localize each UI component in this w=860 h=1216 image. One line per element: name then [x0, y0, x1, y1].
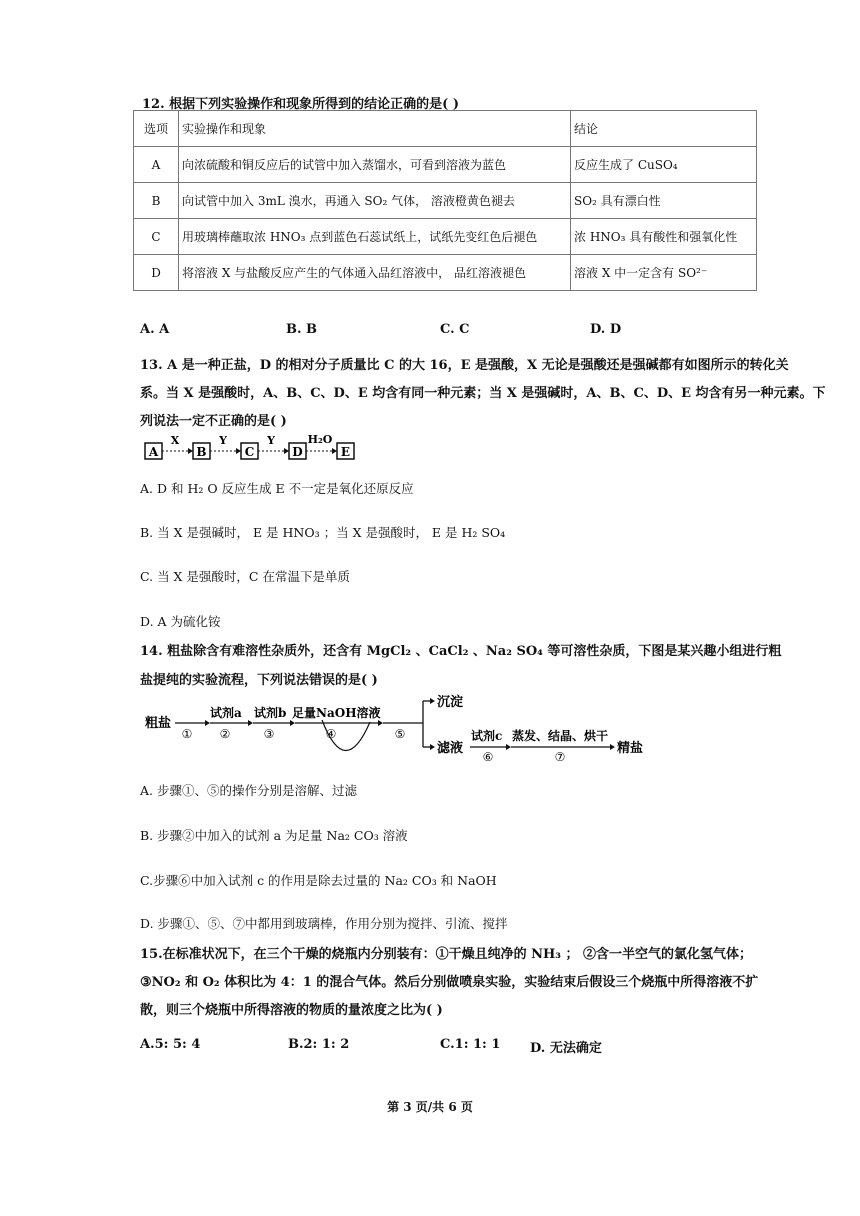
arrow-head	[506, 744, 511, 750]
arrow-head	[378, 720, 383, 726]
row-option: B	[134, 183, 179, 219]
table-row	[134, 147, 757, 183]
step-6: ⑥	[482, 750, 494, 762]
header-conclusion: 结论	[571, 111, 757, 147]
q13-conversion-diagram	[140, 432, 370, 462]
q12-stem: 12. 根据下列实验操作和现象所得到的结论正确的是( )	[142, 97, 459, 112]
q13-option-a: A. D 和 H₂ O 反应生成 E 不一定是氧化还原反应	[140, 481, 414, 496]
q13-stem-line: 13. A 是一种正盐，D 的相对分子质量比 C 的大 16，E 是强酸，X 无论是强酸还是强碱都有如图所示的转化关	[140, 358, 789, 373]
flow-reagent-a: 试剂a	[210, 706, 242, 720]
q13-option-b: B. 当 X 是强碱时， E 是 HNO₃ ；当 X 是强酸时， E 是 H₂ SO₄	[140, 525, 506, 540]
flow-reagent-c: 试剂c	[471, 729, 503, 743]
row-operation: 用玻璃棒蘸取浓 HNO₃ 点到蓝色石蕊试纸上，试纸先变红色后褪色	[179, 219, 571, 255]
table-header-row	[134, 111, 757, 147]
step-5: ⑤	[394, 727, 406, 741]
page-footer: 第 3 页/共 6 页	[387, 1100, 473, 1114]
q15-stem-line: 15.在标准状况下，在三个干燥的烧瓶内分别装有：①干燥且纯净的 NH₃ ； ②含一半空气的氯化氢气体；	[140, 947, 753, 962]
arrow-head	[430, 698, 435, 704]
flow-precipitate: 沉淀	[437, 695, 464, 710]
q15-choice-b: B.2: 1: 2	[288, 1037, 350, 1052]
q15-choice-a: A.5: 5: 4	[140, 1037, 201, 1052]
row-conclusion: 溶液 X 中一定含有 SO²⁻	[571, 255, 757, 291]
arrow-label-y: Y	[267, 434, 275, 447]
q14-option-c: C.步骤⑥中加入试剂 c 的作用是除去过量的 Na₂ CO₃ 和 NaOH	[140, 873, 497, 888]
q13-stem-line: 系。当 X 是强酸时，A、B、C、D、E 均含有同一种元素；当 X 是强碱时，A、B、C、D、E 均含有另一种元素。下	[140, 386, 826, 401]
row-conclusion: SO₂ 具有漂白性	[571, 183, 757, 219]
row-operation: 向浓硫酸和铜反应后的试管中加入蒸馏水，可看到溶液为蓝色	[179, 147, 571, 183]
arrow-label-x: X	[170, 434, 180, 447]
arrow-head	[248, 720, 253, 726]
q14-option-d: D. 步骤①、⑤、⑦中都用到玻璃棒，作用分别为搅拌、引流、搅拌	[140, 916, 508, 931]
row-option: C	[134, 219, 179, 255]
q13-option-c: C. 当 X 是强酸时，C 在常温下是单质	[140, 569, 350, 584]
q13-stem-line: 列说法一定不正确的是( )	[140, 414, 287, 429]
q14-option-a: A. 步骤①、⑤的操作分别是溶解、过滤	[140, 783, 357, 798]
q15-stem-line: ③NO₂ 和 O₂ 体积比为 4：1 的混合气体。然后分别做喷泉实验，实验结束后假设三个烧瓶中所得溶液不扩	[140, 975, 759, 990]
row-option: A	[134, 147, 179, 183]
flow-reagent-b: 试剂b	[254, 706, 287, 720]
table-row	[134, 219, 757, 255]
arrow-head	[205, 720, 210, 726]
row-operation: 将溶液 X 与盐酸反应产生的气体通入品红溶液中， 品红溶液褪色	[179, 255, 571, 291]
table-row	[134, 255, 757, 291]
node-a: A	[148, 445, 159, 459]
q14-stem-line: 14. 粗盐除含有难溶性杂质外，还含有 MgCl₂ 、CaCl₂ 、Na₂ SO₄ 等可溶性杂质，下图是某兴趣小组进行粗	[140, 644, 782, 659]
row-operation: 向试管中加入 3mL 溴水，再通入 SO₂ 气体， 溶液橙黄色褪去	[179, 183, 571, 219]
q12-table	[133, 110, 757, 291]
step-3: ③	[263, 727, 275, 741]
row-option: D	[134, 255, 179, 291]
q12-choice-b: B. B	[286, 322, 318, 337]
arrow-head	[290, 720, 295, 726]
q12-choice-d: D. D	[590, 322, 622, 337]
flow-product: 精盐	[617, 741, 644, 756]
q15-stem-line: 散，则三个烧瓶中所得溶液的物质的量浓度之比为( )	[140, 1003, 443, 1018]
step-2: ②	[219, 727, 231, 741]
q14-option-b: B. 步骤②中加入的试剂 a 为足量 Na₂ CO₃ 溶液	[140, 828, 408, 843]
row-conclusion: 反应生成了 CuSO₄	[571, 147, 757, 183]
q14-stem-line: 盐提纯的实验流程，下列说法错误的是( )	[140, 673, 378, 688]
arrow-label-y: Y	[219, 434, 227, 447]
q14-flow-diagram	[140, 692, 660, 762]
flow-naoh: 足量NaOH溶液	[292, 706, 381, 720]
step-7: ⑦	[554, 750, 566, 762]
q12-choice-c: C. C	[440, 322, 470, 337]
arrow-head	[610, 744, 615, 750]
q15-choice-d: D. 无法确定	[530, 1041, 602, 1056]
q13-option-d: D. A 为硫化铵	[140, 614, 221, 629]
node-b: B	[196, 445, 207, 459]
node-d: D	[292, 445, 303, 459]
node-e: E	[340, 445, 351, 459]
flow-evaporate: 蒸发、结晶、烘干	[512, 729, 609, 743]
table-row	[134, 183, 757, 219]
flow-start: 粗盐	[145, 716, 172, 731]
step-4: ④	[325, 727, 337, 741]
q15-choice-c: C.1: 1: 1	[440, 1037, 501, 1052]
header-operation: 实验操作和现象	[179, 111, 571, 147]
node-c: C	[244, 445, 255, 459]
flow-filtrate: 滤液	[437, 741, 464, 756]
header-option: 选项	[134, 111, 179, 147]
step-1: ①	[181, 727, 193, 741]
arrow-label-water: H₂O	[307, 433, 333, 446]
arrow-head	[430, 744, 435, 750]
q12-choice-a: A. A	[140, 322, 170, 337]
row-conclusion: 浓 HNO₃ 具有酸性和强氧化性	[571, 219, 757, 255]
